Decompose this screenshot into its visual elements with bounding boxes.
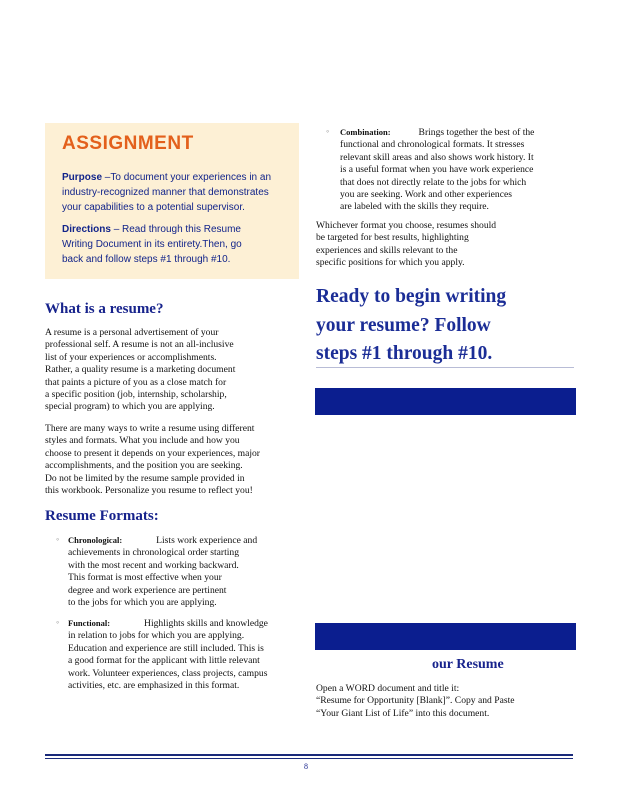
text-line: choose to present it depends on your experiences, major bbox=[45, 447, 260, 459]
footer-rule-bottom bbox=[45, 758, 573, 759]
bullet-icon: ◦ bbox=[56, 534, 60, 544]
text-line: This format is most effective when your bbox=[68, 572, 222, 584]
text-line: special program) to which you are applying. bbox=[45, 401, 215, 413]
bullet-icon: ◦ bbox=[326, 126, 330, 136]
your-resume-instructions bbox=[316, 683, 574, 720]
text-line: styles and formats. What you include and how you bbox=[45, 435, 240, 447]
text-line: There are many ways to write a resume using different bbox=[45, 423, 255, 434]
text-line: is a useful format when you have work experience bbox=[340, 164, 534, 176]
what-is-para-1 bbox=[45, 327, 305, 414]
text-line: achievements in chronological order starting bbox=[68, 547, 240, 559]
text-line: accomplishments, and the position you are seeking. bbox=[45, 460, 243, 472]
combination-block bbox=[340, 126, 560, 214]
text-line: Rather, a quality resume is a marketing document bbox=[45, 364, 236, 376]
text-line: a specific position (job, internship, scholarship, bbox=[45, 389, 227, 401]
text-line: Whichever format you choose, resumes should bbox=[316, 220, 497, 231]
text-line: Lists work experience and bbox=[156, 535, 258, 546]
text-line: in relation to jobs for which you are applying. bbox=[68, 630, 245, 642]
text-line: that paints a picture of you as a close match for bbox=[45, 376, 227, 388]
text-line: that does not directly relate to the jobs for which bbox=[340, 176, 527, 188]
text-line: experiences and skills relevant to the bbox=[316, 244, 458, 256]
text-line: Open a WORD document and title it: bbox=[316, 683, 460, 694]
text-line: “Resume for Opportunity [Blank]”. Copy and Paste bbox=[316, 695, 515, 707]
directions-line-1: – Read through this Resume bbox=[113, 224, 241, 235]
directions-line-2: Writing Document in its entirety.Then, go bbox=[62, 239, 242, 250]
text-line: list of your experiences or accomplishments. bbox=[45, 351, 217, 363]
text-line: “Your Giant List of Life” into this document. bbox=[316, 707, 490, 719]
footer-rule-top bbox=[45, 754, 573, 756]
text-line: Highlights skills and knowledge bbox=[144, 618, 268, 629]
text-line: with the most recent and working backward. bbox=[68, 559, 239, 571]
text-line: professional self. A resume is not an all-inclusive bbox=[45, 339, 234, 351]
text-line: to the jobs for which you are applying. bbox=[68, 597, 217, 609]
text-line: a good format for the applicant with little relevant bbox=[68, 655, 260, 667]
text-line: Brings together the best of the bbox=[418, 127, 535, 138]
text-line: are labeled with the skills they require. bbox=[340, 201, 489, 213]
chronological-label: Chronological: bbox=[68, 535, 123, 545]
navy-bar-bottom bbox=[315, 623, 576, 650]
assignment-directions bbox=[62, 222, 282, 267]
chronological-block bbox=[68, 534, 303, 609]
ready-line: Ready to begin writing bbox=[316, 286, 507, 307]
text-line: be targeted for best results, highlighting bbox=[316, 232, 469, 244]
divider bbox=[316, 367, 574, 368]
ready-line: steps #1 through #10. bbox=[316, 343, 493, 364]
ready-callout bbox=[316, 283, 556, 369]
text-line: relevant skill areas and also shows work history. It bbox=[340, 151, 534, 163]
purpose-line-3: your capabilities to a potential supervisor. bbox=[62, 202, 245, 213]
ready-line: your resume? Follow bbox=[316, 314, 491, 336]
bullet-icon: ◦ bbox=[56, 617, 60, 627]
your-resume-heading: our Resume bbox=[432, 657, 504, 672]
functional-block bbox=[68, 617, 303, 692]
what-is-para-2 bbox=[45, 423, 305, 497]
purpose-line-2: industry-recognized manner that demonstrates bbox=[62, 187, 269, 198]
assignment-purpose bbox=[62, 170, 282, 215]
text-line: activities, etc. are emphasized in this format. bbox=[68, 680, 240, 692]
text-line: specific positions for which you apply. bbox=[316, 257, 465, 269]
text-line: functional and chronological formats. It stresses bbox=[340, 139, 525, 151]
directions-label: Directions bbox=[62, 224, 111, 235]
text-line: Education and experience are still included. This is bbox=[68, 642, 264, 654]
navy-bar-top bbox=[315, 388, 576, 415]
purpose-label: Purpose bbox=[62, 172, 103, 183]
purpose-line-1: –To document your experiences in an bbox=[104, 172, 272, 183]
assignment-title: ASSIGNMENT bbox=[62, 133, 194, 154]
what-is-heading: What is a resume? bbox=[45, 301, 164, 317]
functional-label: Functional: bbox=[68, 618, 111, 628]
combination-label: Combination: bbox=[340, 127, 391, 137]
text-line: Do not be limited by the resume sample provided in bbox=[45, 472, 245, 484]
page-number: 8 bbox=[304, 762, 308, 771]
text-line: this workbook. Personalize you resume to reflect you! bbox=[45, 485, 253, 497]
text-line: A resume is a personal advertisement of your bbox=[45, 327, 219, 338]
text-line: degree and work experience are pertinent bbox=[68, 584, 227, 596]
text-line: work. Volunteer experiences, class projects, campus bbox=[68, 667, 268, 679]
formats-heading: Resume Formats: bbox=[45, 508, 159, 524]
directions-line-3: back and follow steps #1 through #10. bbox=[62, 254, 231, 265]
whichever-paragraph bbox=[316, 220, 566, 270]
text-line: you are seeking. Work and other experiences bbox=[340, 189, 512, 201]
